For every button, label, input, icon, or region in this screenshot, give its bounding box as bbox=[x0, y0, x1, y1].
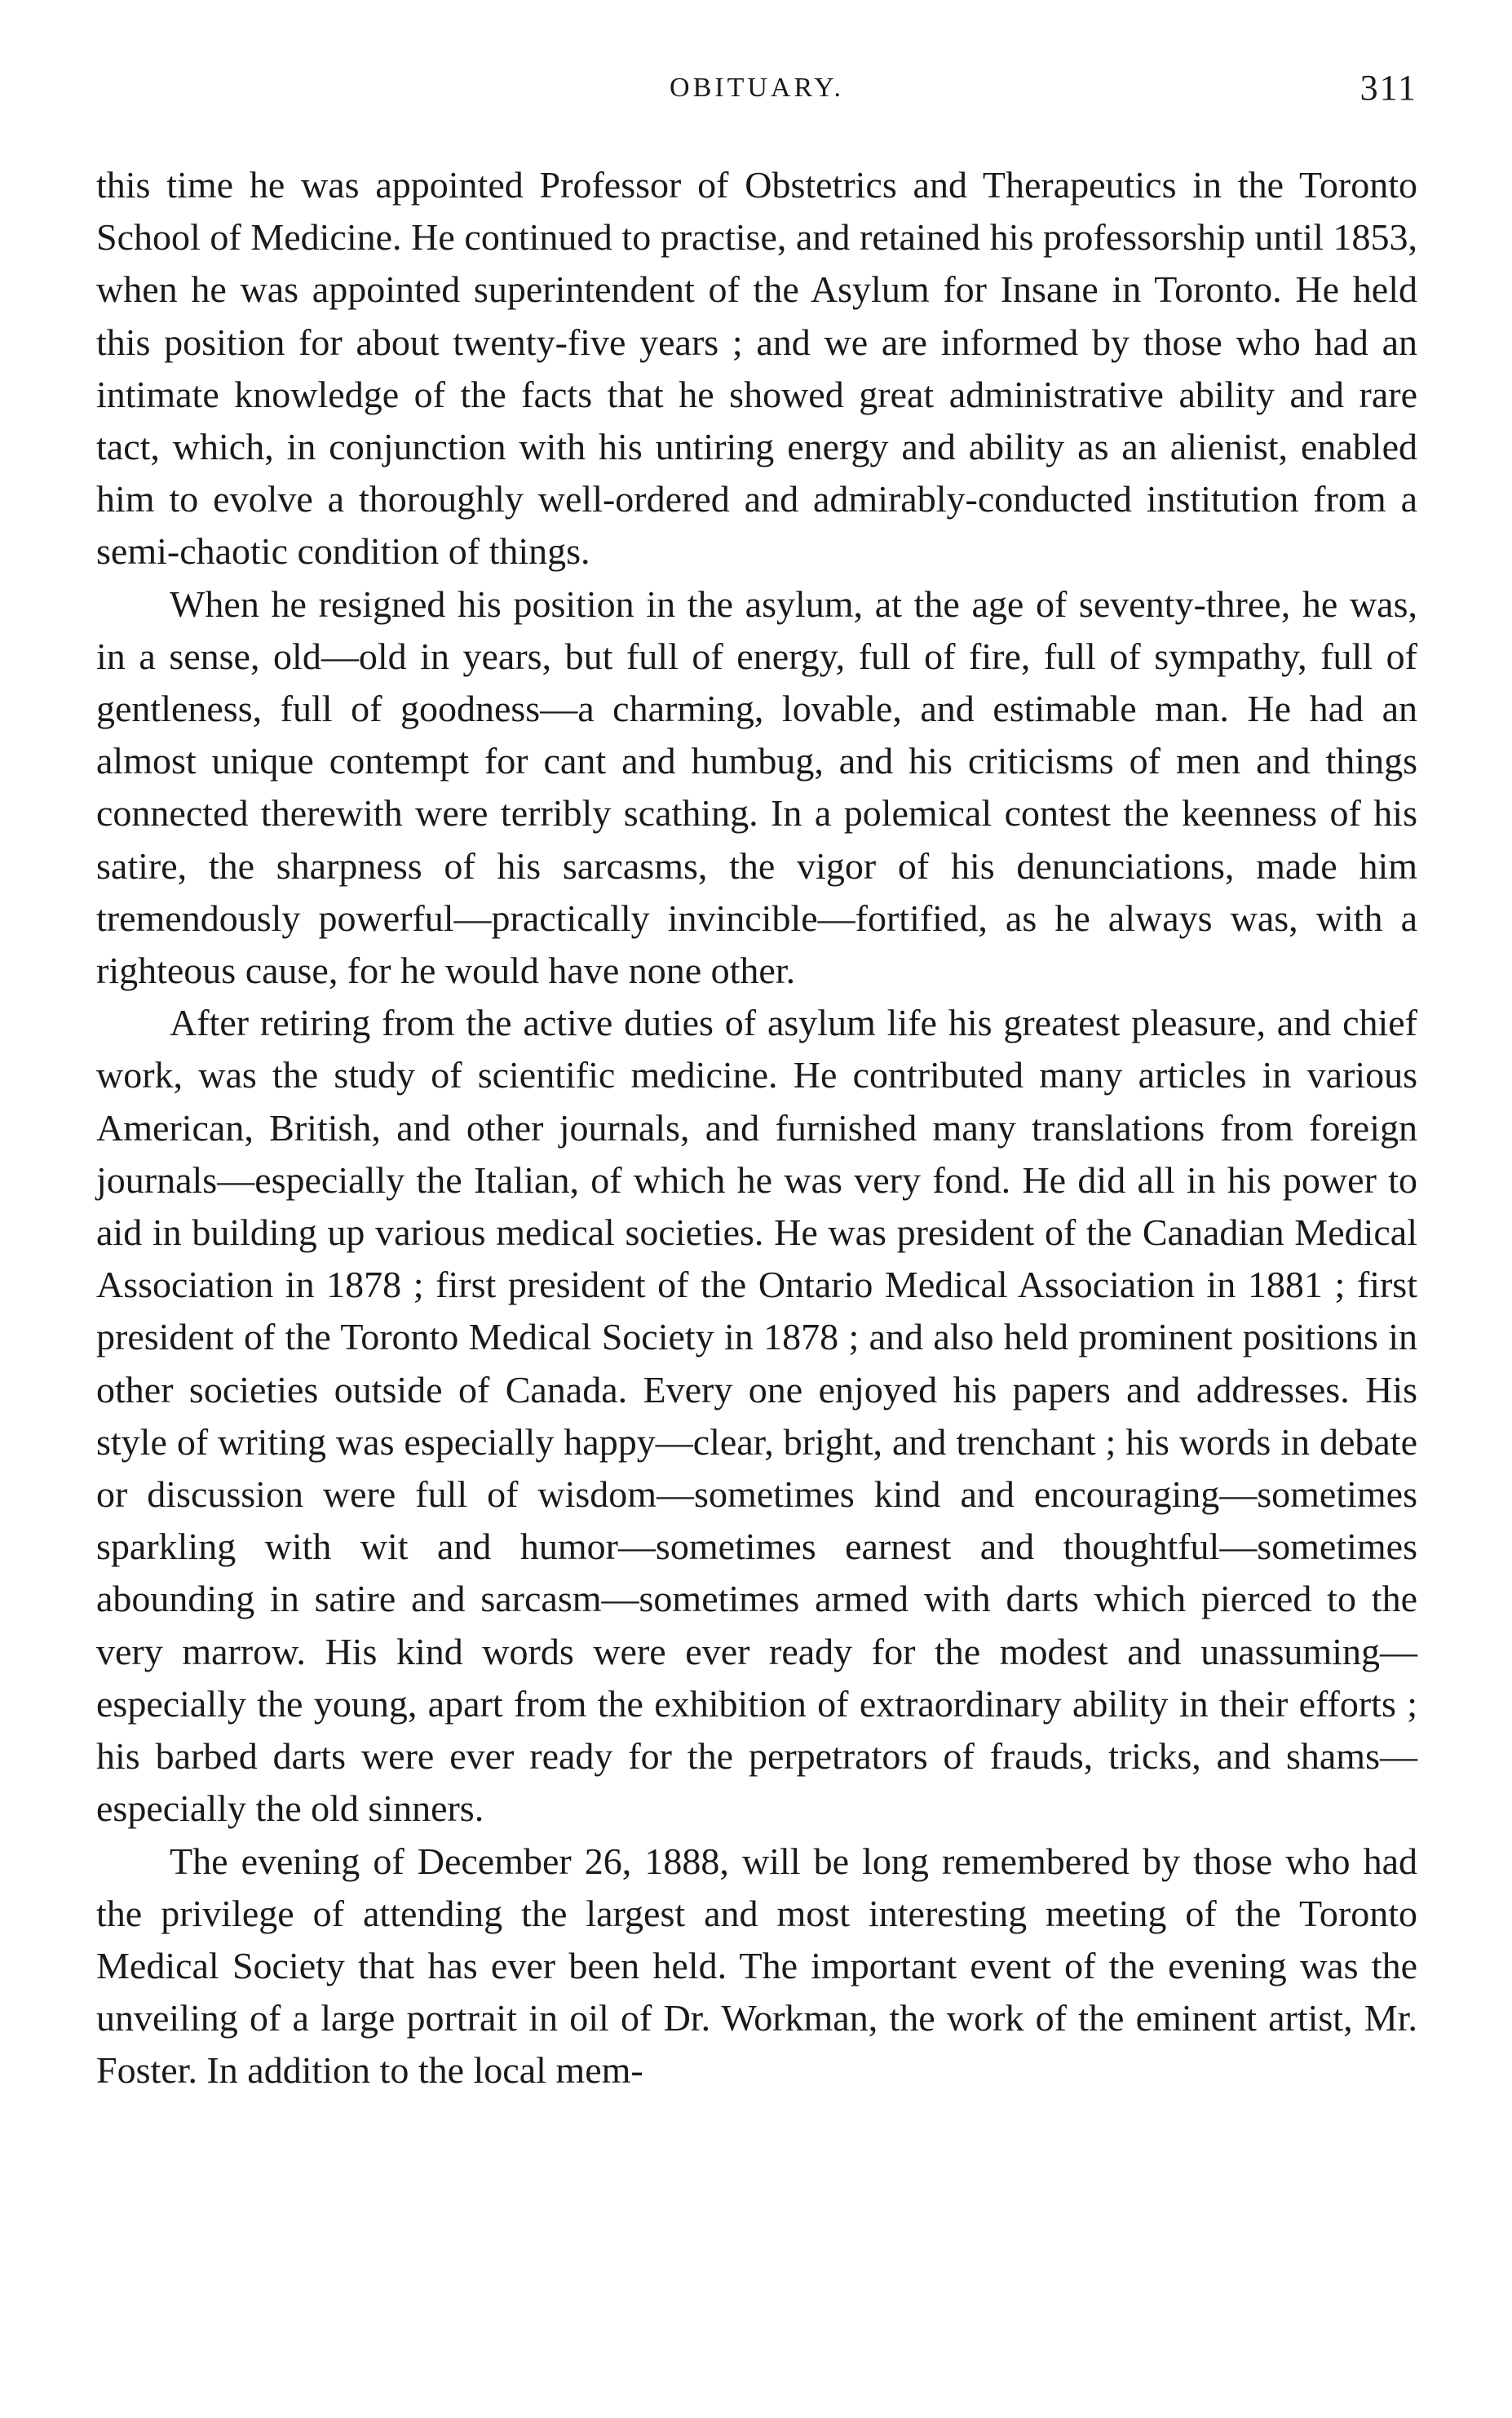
paragraph-portrait-unveiling: The evening of December 26, 1888, will be long remembered by those who had the privilege of attending the largest and most interesting meeting of the Toronto Medical Society that has ever been held. The important event of the evening was the unveiling of a large portrait in oil of Dr. Workman, the work of the eminent artist, Mr. Foster. In addition to the local mem- bbox=[96, 1840, 1417, 2092]
paragraph-continuation: this time he was appointed Professor of Obstetrics and Therapeutics in the Toronto School of Medicine. He continued to practise, and retained his professorship until 1853, when he was appointed superintendent of the Asylum for Insane in Toronto. He held this position for about twenty-five years ; and we are informed by those who had an intimate knowledge of the facts that he showed great administrative ability and rare tact, which, in conjunction with his untiring energy and ability as an alienist, enabled him to evolve a thoroughly well-ordered and admirably-conducted institution from a semi-chaotic condition of things. bbox=[96, 164, 1417, 573]
paragraph-retirement: After retiring from the active duties of asylum life his greatest pleasure, and chief work, was the study of scientific medicine. He contributed many articles in various American, British, and other journals, and furnished many translations from foreign journals—especially the Italian, of which he was very fond. He did all in his power to aid in building up various medical societies. He was president of the Canadian Medical Association in 1878 ; first president of the Ontario Medical Association in 1881 ; first president of the Toronto Medical Society in 1878 ; and also held prominent positions in other societies outside of Canada. Every one enjoyed his papers and addresses. His style of writing was especially happy—clear, bright, and trenchant ; his words in debate or discussion were full of wisdom—sometimes kind and encouraging—sometimes sparkling with wit and humor—sometimes earnest and thoughtful—sometimes abounding in satire and sarcasm—sometimes armed with darts which pierced to the very marrow. His kind words were ever ready for the modest and unassuming—especially the young, apart from the exhibition of extraordinary ability in their efforts ; his barbed darts were ever ready for the perpetrators of frauds, tricks, and shams—especially the old sinners. bbox=[96, 1002, 1417, 1830]
running-head bbox=[96, 64, 1417, 113]
running-title: OBITUARY. bbox=[670, 73, 844, 103]
body-text bbox=[96, 159, 1417, 2097]
paragraph-resignation: When he resigned his position in the asylum, at the age of seventy-three, he was, in a sense, old—old in years, but full of energy, full of fire, full of sympathy, full of gentleness, full of goodness—a charming, lovable, and estimable man. He had an almost unique contempt for cant and humbug, and his criticisms of men and things connected therewith were terribly scathing. In a polemical contest the keenness of his satire, the sharpness of his sarcasms, the vigor of his denunciations, made him tremendously powerful—practically invincible—fortified, as he always was, with a righteous cause, for he would have none other. bbox=[96, 582, 1417, 992]
page-number: 311 bbox=[1359, 68, 1417, 108]
